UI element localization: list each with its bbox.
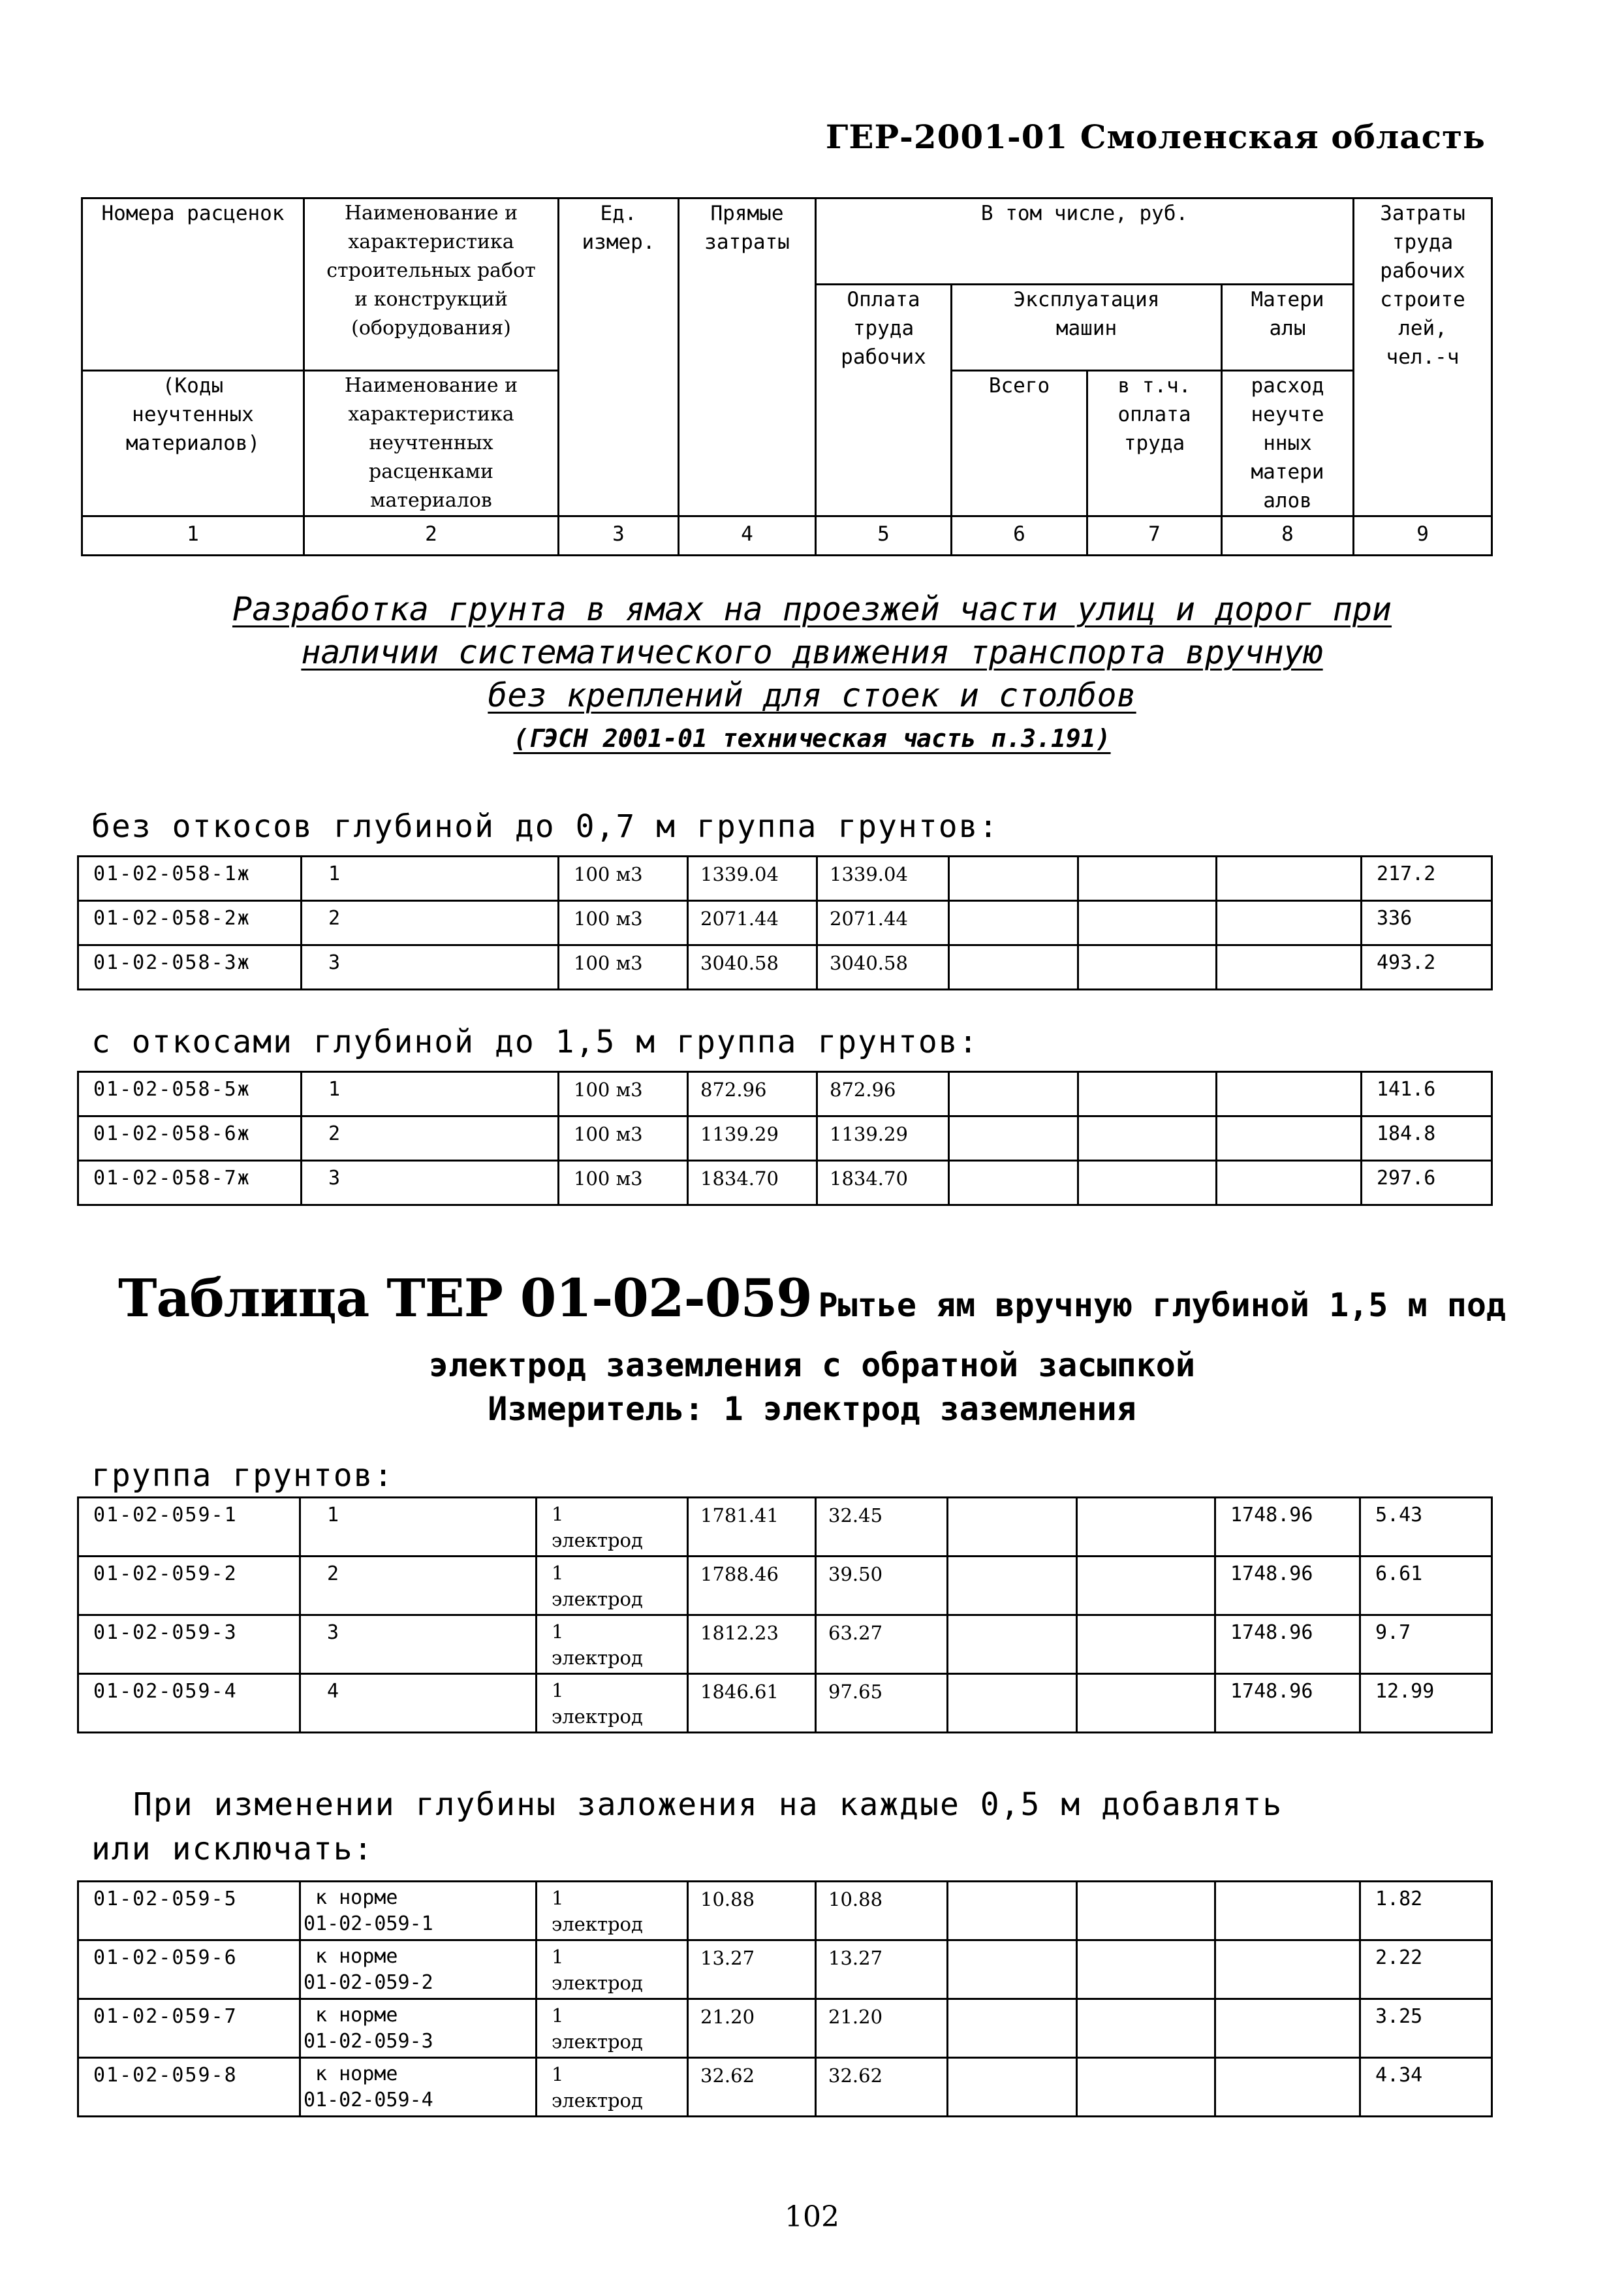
materials (1217, 1161, 1362, 1205)
unit: 1 электрод (537, 1882, 688, 1940)
direct-cost: 1812.23 (688, 1615, 816, 1674)
labor-pay: 32.62 (816, 2058, 948, 2117)
rate-code: 01-02-058-5ж (78, 1072, 302, 1116)
colnum: 9 (1354, 516, 1492, 556)
group-heading: группа грунтов: (91, 1457, 394, 1494)
rate-code: 01-02-059-1 (78, 1498, 300, 1557)
unit: 100 м3 (559, 1116, 688, 1161)
table-row (78, 1072, 1492, 1116)
work-name: к норме 01-02-059-3 (300, 1999, 537, 2058)
table-row (78, 1940, 1492, 1999)
direct-cost: 21.20 (688, 1999, 816, 2058)
rate-code: 01-02-059-8 (78, 2058, 300, 2117)
unit: 100 м3 (559, 857, 688, 901)
colnum: 7 (1087, 516, 1222, 556)
header-labor-pay: Оплата труда рабочих (816, 285, 952, 516)
header-incl-pay: в т.ч. оплата труда (1087, 371, 1222, 516)
unit: 1 электрод (537, 1498, 688, 1557)
work-name: к норме 01-02-059-4 (300, 2058, 537, 2117)
work-name: 2 (302, 1116, 559, 1161)
labor-cost: 217.2 (1362, 857, 1492, 901)
table-row (78, 1882, 1492, 1940)
direct-cost: 13.27 (688, 1940, 816, 1999)
work-name: 2 (300, 1557, 537, 1615)
work-name: 1 (302, 857, 559, 901)
rates-table-059-depth-change (77, 1880, 1493, 2117)
header-total: Всего (952, 371, 1087, 516)
rate-code: 01-02-059-7 (78, 1999, 300, 2058)
direct-cost: 1846.61 (688, 1674, 816, 1733)
unit: 100 м3 (559, 901, 688, 945)
direct-cost: 2071.44 (688, 901, 817, 945)
materials: 1748.96 (1215, 1674, 1360, 1733)
colnum: 3 (559, 516, 679, 556)
rates-table-058-no-slopes (77, 855, 1493, 990)
rate-code: 01-02-059-2 (78, 1557, 300, 1615)
labor-pay: 13.27 (816, 1940, 948, 1999)
machines-total (948, 1498, 1077, 1557)
work-name: 3 (302, 945, 559, 990)
materials (1217, 901, 1362, 945)
labor-cost: 1.82 (1360, 1882, 1492, 1940)
labor-pay: 3040.58 (817, 945, 949, 990)
table-row (78, 1116, 1492, 1161)
machines-total (949, 1072, 1078, 1116)
materials: 1748.96 (1215, 1498, 1360, 1557)
machines-pay (1078, 945, 1217, 990)
direct-cost: 10.88 (688, 1882, 816, 1940)
labor-cost: 4.34 (1360, 2058, 1492, 2117)
materials (1215, 1882, 1360, 1940)
labor-cost: 336 (1362, 901, 1492, 945)
labor-cost: 9.7 (1360, 1615, 1492, 1674)
unit: 100 м3 (559, 1072, 688, 1116)
header-codes: (Коды неучтенных материалов) (82, 371, 304, 516)
machines-pay (1077, 1498, 1215, 1557)
labor-pay: 39.50 (816, 1557, 948, 1615)
table-row (78, 857, 1492, 901)
header-direct: Прямые затраты (679, 198, 816, 516)
machines-pay (1078, 857, 1217, 901)
colnum: 2 (304, 516, 559, 556)
direct-cost: 1339.04 (688, 857, 817, 901)
machines-total (949, 945, 1078, 990)
rate-code: 01-02-058-3ж (78, 945, 302, 990)
header-including: В том числе, руб. (816, 198, 1354, 285)
rate-code: 01-02-059-3 (78, 1615, 300, 1674)
materials (1217, 945, 1362, 990)
machines-pay (1077, 2058, 1215, 2117)
direct-cost: 1139.29 (688, 1116, 817, 1161)
machines-pay (1078, 1161, 1217, 1205)
unit: 1 электрод (537, 2058, 688, 2117)
direct-cost: 1788.46 (688, 1557, 816, 1615)
header-unit: Ед. измер. (559, 198, 679, 516)
table-row (78, 1615, 1492, 1674)
machines-total (949, 1161, 1078, 1205)
table-row (78, 901, 1492, 945)
machines-pay (1077, 1674, 1215, 1733)
machines-total (948, 1615, 1077, 1674)
direct-cost: 1781.41 (688, 1498, 816, 1557)
rate-code: 01-02-059-5 (78, 1882, 300, 1940)
colnum: 4 (679, 516, 816, 556)
labor-pay: 2071.44 (817, 901, 949, 945)
labor-cost: 6.61 (1360, 1557, 1492, 1615)
colnum: 5 (816, 516, 952, 556)
machines-total (948, 1999, 1077, 2058)
machines-pay (1077, 1999, 1215, 2058)
labor-pay: 97.65 (816, 1674, 948, 1733)
rates-table-058-slopes (77, 1071, 1493, 1206)
work-name: 2 (302, 901, 559, 945)
materials (1215, 1999, 1360, 2058)
table-row (78, 1674, 1492, 1733)
materials: 1748.96 (1215, 1615, 1360, 1674)
machines-pay (1077, 1615, 1215, 1674)
unit: 100 м3 (559, 945, 688, 990)
work-name: к норме 01-02-059-2 (300, 1940, 537, 1999)
labor-pay: 32.45 (816, 1498, 948, 1557)
table-row (78, 1999, 1492, 2058)
group-heading: При изменении глубины заложения на каждые 0,5 м добавлять (133, 1786, 1283, 1823)
labor-cost: 12.99 (1360, 1674, 1492, 1733)
labor-cost: 2.22 (1360, 1940, 1492, 1999)
labor-pay: 63.27 (816, 1615, 948, 1674)
materials (1217, 857, 1362, 901)
section-title: Разработка грунта в ямах на проезжей части улиц и дорог при наличии систематического движения транспорта вручную без креплений для стоек и столбов (ГЭСН 2001-01 техническая часть п.3.191) (232, 590, 1392, 753)
rate-code: 01-02-058-6ж (78, 1116, 302, 1161)
work-name: 1 (302, 1072, 559, 1116)
work-name: 1 (300, 1498, 537, 1557)
page-number: 102 (785, 2200, 839, 2234)
rate-code: 01-02-059-6 (78, 1940, 300, 1999)
labor-cost: 297.6 (1362, 1161, 1492, 1205)
unit: 100 м3 (559, 1161, 688, 1205)
work-name: 3 (302, 1161, 559, 1205)
running-header: ГЕР-2001-01 Смоленская область (825, 118, 1486, 156)
labor-cost: 184.8 (1362, 1116, 1492, 1161)
machines-total (948, 1940, 1077, 1999)
group-heading: без откосов глубиной до 0,7 м группа грунтов: (91, 808, 999, 845)
machines-total (949, 1116, 1078, 1161)
rates-table-059 (77, 1496, 1493, 1733)
machines-pay (1077, 1882, 1215, 1940)
labor-pay: 1834.70 (817, 1161, 949, 1205)
rate-code: 01-02-059-4 (78, 1674, 300, 1733)
labor-cost: 3.25 (1360, 1999, 1492, 2058)
materials (1217, 1116, 1362, 1161)
machines-total (948, 1557, 1077, 1615)
machines-pay (1078, 1072, 1217, 1116)
materials (1215, 1940, 1360, 1999)
materials (1215, 2058, 1360, 2117)
header-labor-cost: Затраты труда рабочих строите лей, чел.-ч (1354, 198, 1492, 516)
materials (1217, 1072, 1362, 1116)
header-number: Номера расценок (82, 198, 304, 371)
materials: 1748.96 (1215, 1557, 1360, 1615)
header-machines: Эксплуатация машин (952, 285, 1222, 371)
machines-total (949, 901, 1078, 945)
colnum: 1 (82, 516, 304, 556)
group-heading: с откосами глубиной до 1,5 м группа грунтов: (91, 1024, 979, 1060)
unit: 1 электрод (537, 1674, 688, 1733)
machines-total (949, 857, 1078, 901)
rate-code: 01-02-058-2ж (78, 901, 302, 945)
direct-cost: 32.62 (688, 2058, 816, 2117)
unit: 1 электрод (537, 1615, 688, 1674)
labor-pay: 10.88 (816, 1882, 948, 1940)
table-row (78, 945, 1492, 990)
labor-cost: 141.6 (1362, 1072, 1492, 1116)
table-row (78, 1557, 1492, 1615)
work-name: 3 (300, 1615, 537, 1674)
header-name: Наименование и характеристика строительных работ и конструкций (оборудования) (304, 198, 559, 371)
column-header-table (81, 197, 1493, 556)
machines-total (948, 1674, 1077, 1733)
machines-pay (1077, 1940, 1215, 1999)
labor-pay: 1139.29 (817, 1116, 949, 1161)
labor-pay: 1339.04 (817, 857, 949, 901)
work-name: к норме 01-02-059-1 (300, 1882, 537, 1940)
direct-cost: 3040.58 (688, 945, 817, 990)
unit: 1 электрод (537, 1999, 688, 2058)
machines-total (948, 2058, 1077, 2117)
header-consumption: расход неучте нных матери алов (1222, 371, 1354, 516)
unit: 1 электрод (537, 1940, 688, 1999)
table-row (78, 1498, 1492, 1557)
machines-pay (1078, 1116, 1217, 1161)
unit: 1 электрод (537, 1557, 688, 1615)
direct-cost: 1834.70 (688, 1161, 817, 1205)
labor-cost: 5.43 (1360, 1498, 1492, 1557)
machines-pay (1077, 1557, 1215, 1615)
rate-code: 01-02-058-1ж (78, 857, 302, 901)
labor-pay: 21.20 (816, 1999, 948, 2058)
machines-total (948, 1882, 1077, 1940)
rate-code: 01-02-058-7ж (78, 1161, 302, 1205)
labor-cost: 493.2 (1362, 945, 1492, 990)
machines-pay (1078, 901, 1217, 945)
header-name2: Наименование и характеристика неучтенных расценками материалов (304, 371, 559, 516)
colnum: 8 (1222, 516, 1354, 556)
labor-pay: 872.96 (817, 1072, 949, 1116)
table-row (78, 1161, 1492, 1205)
direct-cost: 872.96 (688, 1072, 817, 1116)
header-materials: Матери алы (1222, 285, 1354, 371)
table-row (78, 2058, 1492, 2117)
work-name: 4 (300, 1674, 537, 1733)
group-heading-2: или исключать: (91, 1831, 374, 1867)
table-059-title: Таблица ТЕР 01-02-059 Рытье ям вручную глубиной 1,5 м под электрод заземления с обратной засыпкой Измеритель: 1 электрод заземления (117, 1267, 1507, 1428)
colnum: 6 (952, 516, 1087, 556)
